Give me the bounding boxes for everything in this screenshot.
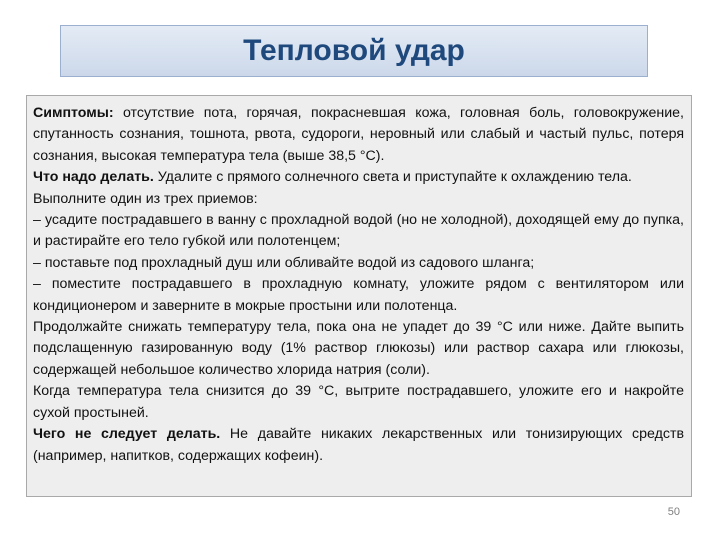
what-to-do-text: Удалите с прямого солнечного света и приступайте к охлаждению тела. <box>153 169 632 186</box>
what-not-to-do-text: Не давайте никаких лекарственных или тонизирующих средств (например, напитков, содержащих кофеин). <box>33 426 684 464</box>
what-not-to-do-paragraph <box>33 424 684 467</box>
methods-intro: Выполните один из трех приемов: <box>33 190 258 207</box>
symptoms-label: Симптомы: <box>33 105 114 121</box>
page-number: 50 <box>667 506 680 518</box>
title-banner <box>60 25 648 77</box>
what-to-do-label: Что надо делать. <box>33 169 154 186</box>
content-box <box>26 95 692 497</box>
after-paragraph: Когда температура тела снизится до 39 °С, вытрите пострадавшего, уложите его и накройте сухой простыней. <box>33 383 684 421</box>
what-not-to-do-label: Чего не следует делать. <box>33 426 221 443</box>
symptoms-paragraph <box>33 103 684 167</box>
page-title: Тепловой удар <box>243 34 465 67</box>
what-to-do-paragraph <box>33 167 684 188</box>
method-item-3: – поместите пострадавшего в прохладную комнату, уложите рядом с вентилятором или кондиционером и заверните в мокрые простыни или полотенца. <box>33 276 684 314</box>
method-item-1: – усадите пострадавшего в ванну с прохладной водой (но не холодной), доходящей ему до пупка, и растирайте его тело губкой или полотенцем; <box>33 212 684 250</box>
method-item-2: – поставьте под прохладный душ или обливайте водой из садового шланга; <box>33 254 535 271</box>
symptoms-text: отсутствие пота, горячая, покрасневшая кожа, головная боль, головокружение, спутанность сознания, тошнота, рвота, судороги, неровный или слабый и частый пульс, потеря сознания, высокая температура тела (выше 38,5 °С). <box>33 105 684 164</box>
continue-paragraph: Продолжайте снижать температуру тела, пока она не упадет до 39 °С или ниже. Дайте выпить подслащенную газированную воду (1% раствор глюкозы) или раствор сахара или глюкозы, содержащей небольшое количество хлорида натрия (соли). <box>33 319 684 378</box>
